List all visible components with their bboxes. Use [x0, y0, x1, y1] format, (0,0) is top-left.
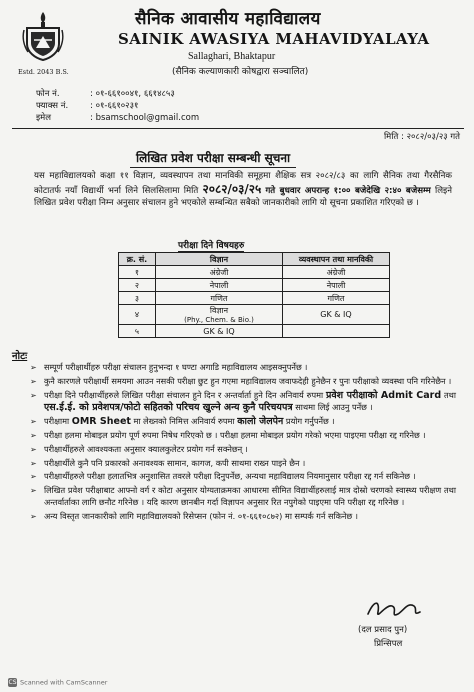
table-caption: परीक्षा दिने विषयहरु [178, 238, 244, 252]
row-serial: ४ [119, 305, 156, 325]
list-item [30, 362, 456, 374]
phone-label: फोन नं. [36, 89, 60, 99]
table-row [119, 325, 390, 338]
row-management: अंग्रेजी [283, 266, 390, 279]
fax-label: फ्याक्स नं. [36, 101, 69, 111]
note-text: तथा [444, 389, 457, 400]
note-text: परीक्षामा [44, 415, 70, 426]
scanner-label: Scanned with CamScanner [20, 678, 108, 687]
exam-time: गते बुधवार अपरान्ह १:०० बजेदेखि २:४० बजेसम्म [265, 185, 431, 196]
fax-value: : ०१-६६१०२३१ [90, 101, 139, 111]
list-item [30, 471, 456, 483]
header-science: विज्ञान [156, 253, 283, 266]
note-text: साथमा लिई आउनु पर्नेछ । [295, 401, 373, 412]
table-row [119, 305, 390, 325]
intro-text-1: यस महाविद्यालयको कक्षा ११ विज्ञान, व्यवस्थापन तथा मानविकी समूहमा शैक्षिक सत्र २०८२/८३ का लागि सैनिक तथा गैरसैनिक कोटातर्फ नयाँ विद्यार्थी भर्ना लिने सिलसिलामा मिति [34, 171, 452, 196]
camscanner-icon: CS [8, 679, 17, 686]
note-text: अन्य विस्तृत जानकारीको लागि महाविद्यालयको रिसेप्सन (फोन नं. ०१-६६१०८७२) मा सम्पर्क गर्न सकिनेछ । [44, 511, 358, 522]
note-text: परीक्षार्थीले कुनै पनि प्रकारको अनावश्यक सामान, कागज, कपी साथमा राख्न पाइने छैन । [44, 457, 306, 468]
email-value: : bsamschool@gmail.com [90, 113, 200, 123]
contact-fax [36, 101, 138, 112]
contact-phone [36, 89, 175, 100]
row-science-subjects: (Phy., Chem. & Bio.) [184, 316, 254, 324]
arrow-bullet-icon: ➢ [30, 416, 37, 426]
list-item [30, 458, 456, 470]
arrow-bullet-icon: ➢ [30, 512, 37, 522]
principal-title: प्रिन्सिपल [374, 639, 403, 649]
list-item [30, 416, 456, 428]
phone-value: : ०१-६६१००४१, ६६१४८५३ [90, 89, 175, 99]
scanner-watermark [8, 678, 107, 687]
intro-text-2: लिइने लिखित प्रवेश परीक्षा निम्न अनुसार संचालन हुने भएकोले सम्बन्धित सबैको जानकारीको लागि यो सूचना प्रकाशित गरिएको छ । [34, 185, 453, 208]
note-black-gel-pen: कालो जेलपेन [237, 415, 284, 427]
note-text: परीक्षा हलमा मोबाइल प्रयोग पूर्ण रुपमा निषेध गरिएको छ । परीक्षा हलमा मोबाइल प्रयोग गरेको भएमा पाइएमा परीक्षा रद्द गरिनेछ । [44, 429, 426, 440]
table-row [119, 266, 390, 279]
list-item [30, 376, 456, 388]
note-text: कुनै कारणले परीक्षार्थी समयमा आउन नसकी परीक्षा छुट हुन गएमा महाविद्यालय जवाफदेही हुनेछैन र पुनः परीक्षाको व्यवस्था पनि गरिनेछैन । [44, 375, 452, 386]
note-admit-card: प्रवेश परीक्षाको Admit Card [325, 389, 442, 401]
header-divider [12, 128, 464, 129]
arrow-bullet-icon: ➢ [30, 444, 37, 454]
row-science-main: विज्ञान [209, 306, 229, 315]
row-science [156, 305, 283, 325]
arrow-bullet-icon: ➢ [30, 472, 37, 482]
notice-intro [34, 170, 452, 210]
table-row [119, 292, 390, 305]
list-item [30, 390, 456, 413]
college-address: Sallaghari, Bhaktapur [188, 51, 276, 62]
note-text: लिखित प्रवेश परीक्षाबाट आफ्नो वर्ग र कोटा अनुसार योग्यताक्रमका आधारमा सीमित विद्यार्थीहरुलाई मात्र दोस्रो चरणको स्वास्थ्य परीक्षण तथा अन्तर्वार्ताका लागि छनौट गरिनेछ । यदि कारण छानबीन गर्दा विज्ञापन अनुसार रित नपुगेको पाइएमा पनि परीक्षा रद्द गरिनेछ । [44, 485, 456, 508]
note-text: प्रयोग गर्नुपर्नेछ । [285, 415, 335, 426]
exam-subjects-table [118, 252, 390, 338]
note-id-card: एस.ई.ई. को प्रवेशपत्र/फोटो सहितको परिचय खुल्ने अन्य कुनै परिचयपत्र [44, 401, 293, 413]
row-serial: ३ [119, 292, 156, 305]
notes-heading: नोटः [12, 351, 28, 362]
arrow-bullet-icon: ➢ [30, 376, 37, 386]
signature-icon [364, 596, 424, 622]
college-emblem-icon [22, 10, 64, 62]
row-science: GK & IQ [156, 325, 283, 338]
list-item [30, 511, 456, 523]
exam-date: २०८२/०३/२५ [202, 181, 262, 196]
row-serial: २ [119, 279, 156, 292]
note-text: सम्पूर्ण परीक्षार्थीहरु परीक्षा संचालन हुनुभन्दा १ घण्टा अगाडि महाविद्यालय आइसक्नुपर्नेछ । [44, 362, 308, 372]
email-label: इमेल [36, 113, 52, 123]
table-header-row [119, 253, 390, 266]
contact-email [36, 113, 199, 124]
college-tagline: (सैनिक कल्याणकारी कोषद्वारा सञ्चालित) [172, 67, 309, 77]
college-name-nepali: सैनिक आवासीय महाविद्यालय [135, 9, 321, 29]
notice-date: मिति : २०८२/०३/२३ गते [383, 132, 460, 142]
row-serial: ५ [119, 325, 156, 338]
notes-list [30, 362, 456, 525]
list-item [30, 444, 456, 456]
row-science: नेपाली [156, 279, 283, 292]
header-management: व्यवस्थापन तथा मानविकी [283, 253, 390, 266]
principal-name: (दल प्रसाद पुन) [358, 625, 408, 635]
established-year: Estd. 2043 B.S. [18, 68, 69, 76]
row-science: गणित [156, 292, 283, 305]
list-item [30, 485, 456, 508]
arrow-bullet-icon: ➢ [30, 430, 37, 440]
row-management: नेपाली [283, 279, 390, 292]
row-management: गणित [283, 292, 390, 305]
list-item [30, 430, 456, 442]
note-text: परीक्षार्थीहरुले परीक्षा हलातभित्र अनुशासित तवरले परीक्षा दिनुपर्नेछ, अन्यथा महाविद्यालय नियमानुसार परीक्षा रद्द गर्न सकिनेछ । [44, 471, 416, 482]
note-text: मा लेख्नको निमित्त अनिवार्य रुपमा [133, 415, 235, 426]
note-text: परीक्षा दिने परीक्षार्थीहरुले लिखित परीक्षा संचालन हुने दिन र अन्तर्वार्ता हुने दिन अनिवार्य रुपमा [44, 389, 324, 400]
row-serial: १ [119, 266, 156, 279]
header-serial: क्र. सं. [119, 253, 156, 266]
table-row [119, 279, 390, 292]
row-science: अंग्रेजी [156, 266, 283, 279]
arrow-bullet-icon: ➢ [30, 458, 37, 468]
arrow-bullet-icon: ➢ [30, 390, 37, 400]
notice-title: लिखित प्रवेश परीक्षा सम्बन्धी सूचना [130, 148, 296, 168]
row-management [283, 325, 390, 338]
note-text: परीक्षार्थीहरुले आवश्यकता अनुसार क्यालकुलेटर प्रयोग गर्न सक्नेछन् । [44, 443, 248, 454]
college-name-english: SAINIK AWASIYA MAHAVIDYALAYA [118, 30, 430, 48]
row-management: GK & IQ [283, 305, 390, 325]
arrow-bullet-icon: ➢ [30, 363, 37, 372]
arrow-bullet-icon: ➢ [30, 486, 37, 496]
note-omr-sheet: OMR Sheet [71, 415, 131, 427]
